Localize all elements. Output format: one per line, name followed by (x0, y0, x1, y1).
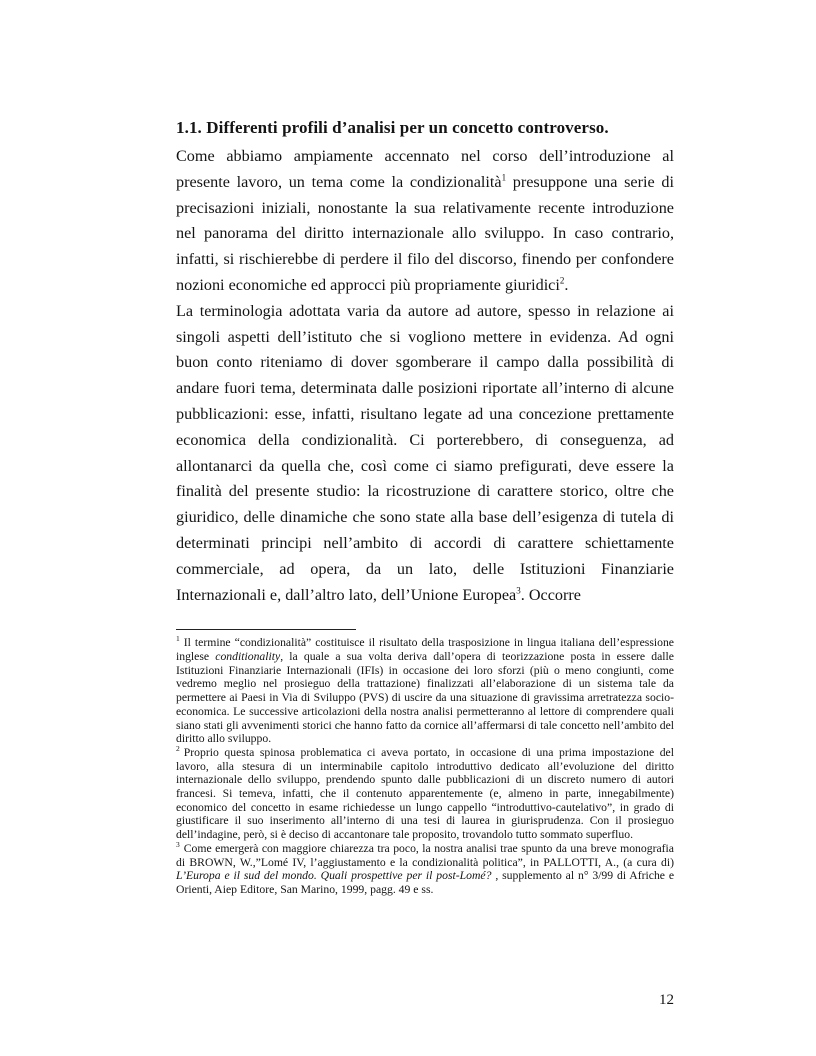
footnote-3 (176, 842, 674, 897)
footnote-3-text-b: , supplemento al n° 3/99 di Afriche e Orienti, Aiep Editore, San Marino, 1999, pagg. 49 e ss. (176, 869, 675, 896)
footnote-2 (176, 746, 674, 842)
footnote-1-text-a: Il termine “condizionalità” costituisce il risultato della trasposizione in lingua italiana dell’espressione inglese (176, 636, 674, 664)
footnote-3-italic: L’Europa e il sud del mondo. Quali prospettive per il post-Lomé? (176, 869, 492, 883)
paragraph-1-text-b: presuppone una serie di precisazioni iniziali, nonostante la sua relativamente recente introduzione nel panorama del diritto internazionale allo sviluppo. In caso contrario, infatti, si rischierebbe di perdere il filo del discorso, finendo per confondere nozioni economiche ed approcci più propriamente giuridici (176, 172, 674, 294)
footnote-3-text-a: Come emergerà con maggiore chiarezza tra poco, la nostra analisi trae spunto da una breve monografia di BROWN, W.,”Lomé IV, l’aggiustamento e la condizionalità politica”, in PALLOTTI, A., (a cura di) (176, 841, 674, 869)
section-heading: 1.1. Differenti profili d’analisi per un concetto controverso. (176, 118, 609, 137)
footnote-2-number: 2 (176, 744, 180, 754)
paragraph-2 (176, 299, 674, 609)
paragraph-1 (176, 144, 674, 299)
footnote-ref-1[interactable]: 1 (501, 172, 507, 183)
footnote-1-number: 1 (176, 634, 180, 644)
footnote-1 (176, 636, 674, 746)
footnote-2-text: Proprio questa spinosa problematica ci aveva portato, in occasione di una prima impostazione del lavoro, alla stesura di un interminabile capitolo introduttivo dedicato all’evoluzione del diritto internazionale dello sviluppo, prendendo spunto dalle pubblicazioni di un discreto numero di autori francesi. Si temeva, infatti, che il contenuto apparentemente (e, almeno in parte, innegabilmente) economico del concetto in esame richiedesse un lungo cappello “introduttivo-cautelativo”, in grado di giustificare il suo inserimento all’interno di una tesi di laurea in giurisprudenza. Con il prosieguo dell’indagine, però, si è deciso di accantonare tale proposito, trovandolo tutto sommato superfluo. (176, 745, 674, 842)
footnote-ref-2[interactable]: 2 (559, 275, 565, 286)
footnote-3-number: 3 (176, 840, 180, 849)
paragraph-1-text-c: . (564, 275, 569, 294)
paragraph-2-text-b: . Occorre (520, 585, 581, 604)
page-body (176, 118, 674, 897)
footnote-ref-3[interactable]: 3 (516, 585, 521, 596)
paragraph-1-text-a: Come abbiamo ampiamente accennato nel corso dell’introduzione al presente lavoro, un tema come la condizionalità (176, 147, 674, 191)
footnote-1-text-b: , la quale a sua volta deriva dall’opera di teorizzazione posta in essere dalle Istituzioni Finanziarie Internazionali (IFIs) in occasione dei loro sforzi (più o meno congiunti, come vedremo meglio nel prosieguo della trattazione) finalizzati all’elaborazione di un sistema tale da permettere ai Paesi in Via di Sviluppo (PVS) di uscire da una situazione di gravissima arretratezza socio-economica. Le successive articolazioni della nostra analisi permetteranno al lettore di comprendere quali siano stati gli avvenimenti storici che hanno fatto da cornice all’affermarsi di tale concetto nell’ambito del diritto allo sviluppo. (176, 650, 674, 746)
footnote-1-italic: conditionality (215, 650, 281, 664)
footnote-separator (176, 629, 356, 630)
paragraph-2-text-a: La terminologia adottata varia da autore ad autore, spesso in relazione ai singoli aspetti dell’istituto che si vogliono mettere in evidenza. Ad ogni buon conto riteniamo di dover sgomberare il campo dalla possibilità di andare fuori tema, determinata dalle posizioni riportate all’interno di alcune pubblicazioni: esse, infatti, risultano legate ad una concezione prettamente economica della condizionalità. Ci porterebbero, di conseguenza, ad allontanarci da quella che, così come ci siamo prefigurati, deve essere la finalità del presente studio: la ricostruzione di carattere storico, oltre che giuridico, delle dinamiche che sono state alla base dell’esigenza di tutela di determinati principi nell’ambito di accordi di carattere schiettamente commerciale, ad opera, da un lato, delle Istituzioni Finanziarie Internazionali e, dall’altro lato, dell’Unione Europea (176, 301, 674, 604)
page-number: 12 (659, 992, 674, 1008)
